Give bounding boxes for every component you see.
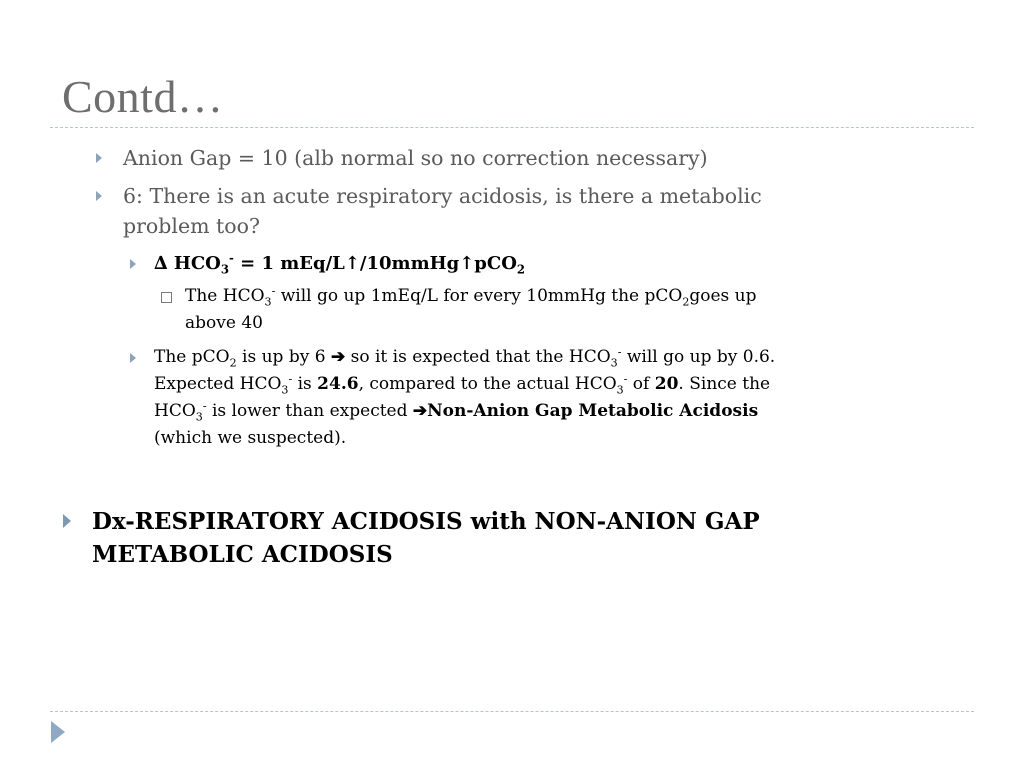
calc-l3a: HCO [154,401,196,421]
diagnosis-line1: Dx-RESPIRATORY ACIDOSIS with NON-ANION GAP [92,508,760,535]
calc-l2c: , compared to the actual HCO [358,374,617,394]
calc-l2e: . Since the [678,374,771,394]
calc-l3sup: - [202,399,207,413]
bullet-respiratory-question-line2: problem too? [123,214,260,238]
formula-sup: - [228,251,234,265]
formula-sub3: 3 [220,262,229,277]
calc-l1c: so it is expected that the HCO [345,347,611,367]
footer-divider [50,711,974,712]
calc-l1b: is up by 6 [236,347,331,367]
calc-line3 [154,398,758,425]
formula-sub2: 2 [516,262,526,277]
explanation-line2: above 40 [185,313,263,333]
explanation-line1 [185,283,757,310]
calc-line1 [154,344,775,371]
calc-l3sub3: 3 [195,410,203,424]
calc-l2b: is [292,374,318,394]
explain-b: will go up 1mEq/L for every 10mmHg the pCO [275,286,683,306]
formula-mid: = 1 mEq/L↑/10mmHg↑pCO [233,253,517,274]
bullet-arrow-icon [63,514,71,528]
calc-line4: (which we suspected). [154,428,347,448]
explain-a: The HCO [185,286,265,306]
arrow-right-icon: ➔ [412,401,428,421]
next-slide-icon[interactable] [51,721,65,743]
diagnosis-line2: METABOLIC ACIDOSIS [92,541,393,568]
calc-l1a: The pCO [154,347,230,367]
conclusion-bold: Non-Anion Gap Metabolic Acidosis [427,401,759,421]
calc-l1sub3: 3 [610,356,618,370]
bullet-arrow-icon [96,153,102,163]
arrow-right-icon: ➔ [330,347,346,367]
bullet-arrow-icon [130,259,136,269]
bullet-anion-gap: Anion Gap = 10 (alb normal so no correction necessary) [123,146,708,170]
bicarbonate-formula [154,250,525,277]
explain-sup: - [271,284,276,298]
calc-l2sub3: 3 [281,383,289,397]
formula-delta-hco: ∆ HCO [154,253,221,274]
explain-sub2: 2 [682,295,690,309]
calc-l1sub: 2 [229,356,237,370]
calc-l2a: Expected HCO [154,374,282,394]
calc-l1d: will go up by 0.6. [621,347,776,367]
calc-l3b: is lower than expected [206,401,413,421]
calc-l2supb: - [623,372,628,386]
slide-title: Contd… [62,71,224,122]
calc-l2sup: - [288,372,293,386]
calc-line2 [154,371,770,398]
title-divider [50,127,974,128]
square-bullet-icon [161,292,172,303]
bullet-respiratory-question-line1: 6: There is an acute respiratory acidosis, is there a metabolic [123,184,762,208]
calc-l1sup: - [617,345,622,359]
expected-value: 24.6 [317,374,359,394]
bullet-arrow-icon [96,191,102,201]
explain-c: goes up [689,286,757,306]
calc-l2d: of [627,374,655,394]
bullet-arrow-icon [130,353,136,363]
actual-value: 20 [654,374,679,394]
explain-sub3: 3 [264,295,272,309]
calc-l2sub3b: 3 [616,383,624,397]
